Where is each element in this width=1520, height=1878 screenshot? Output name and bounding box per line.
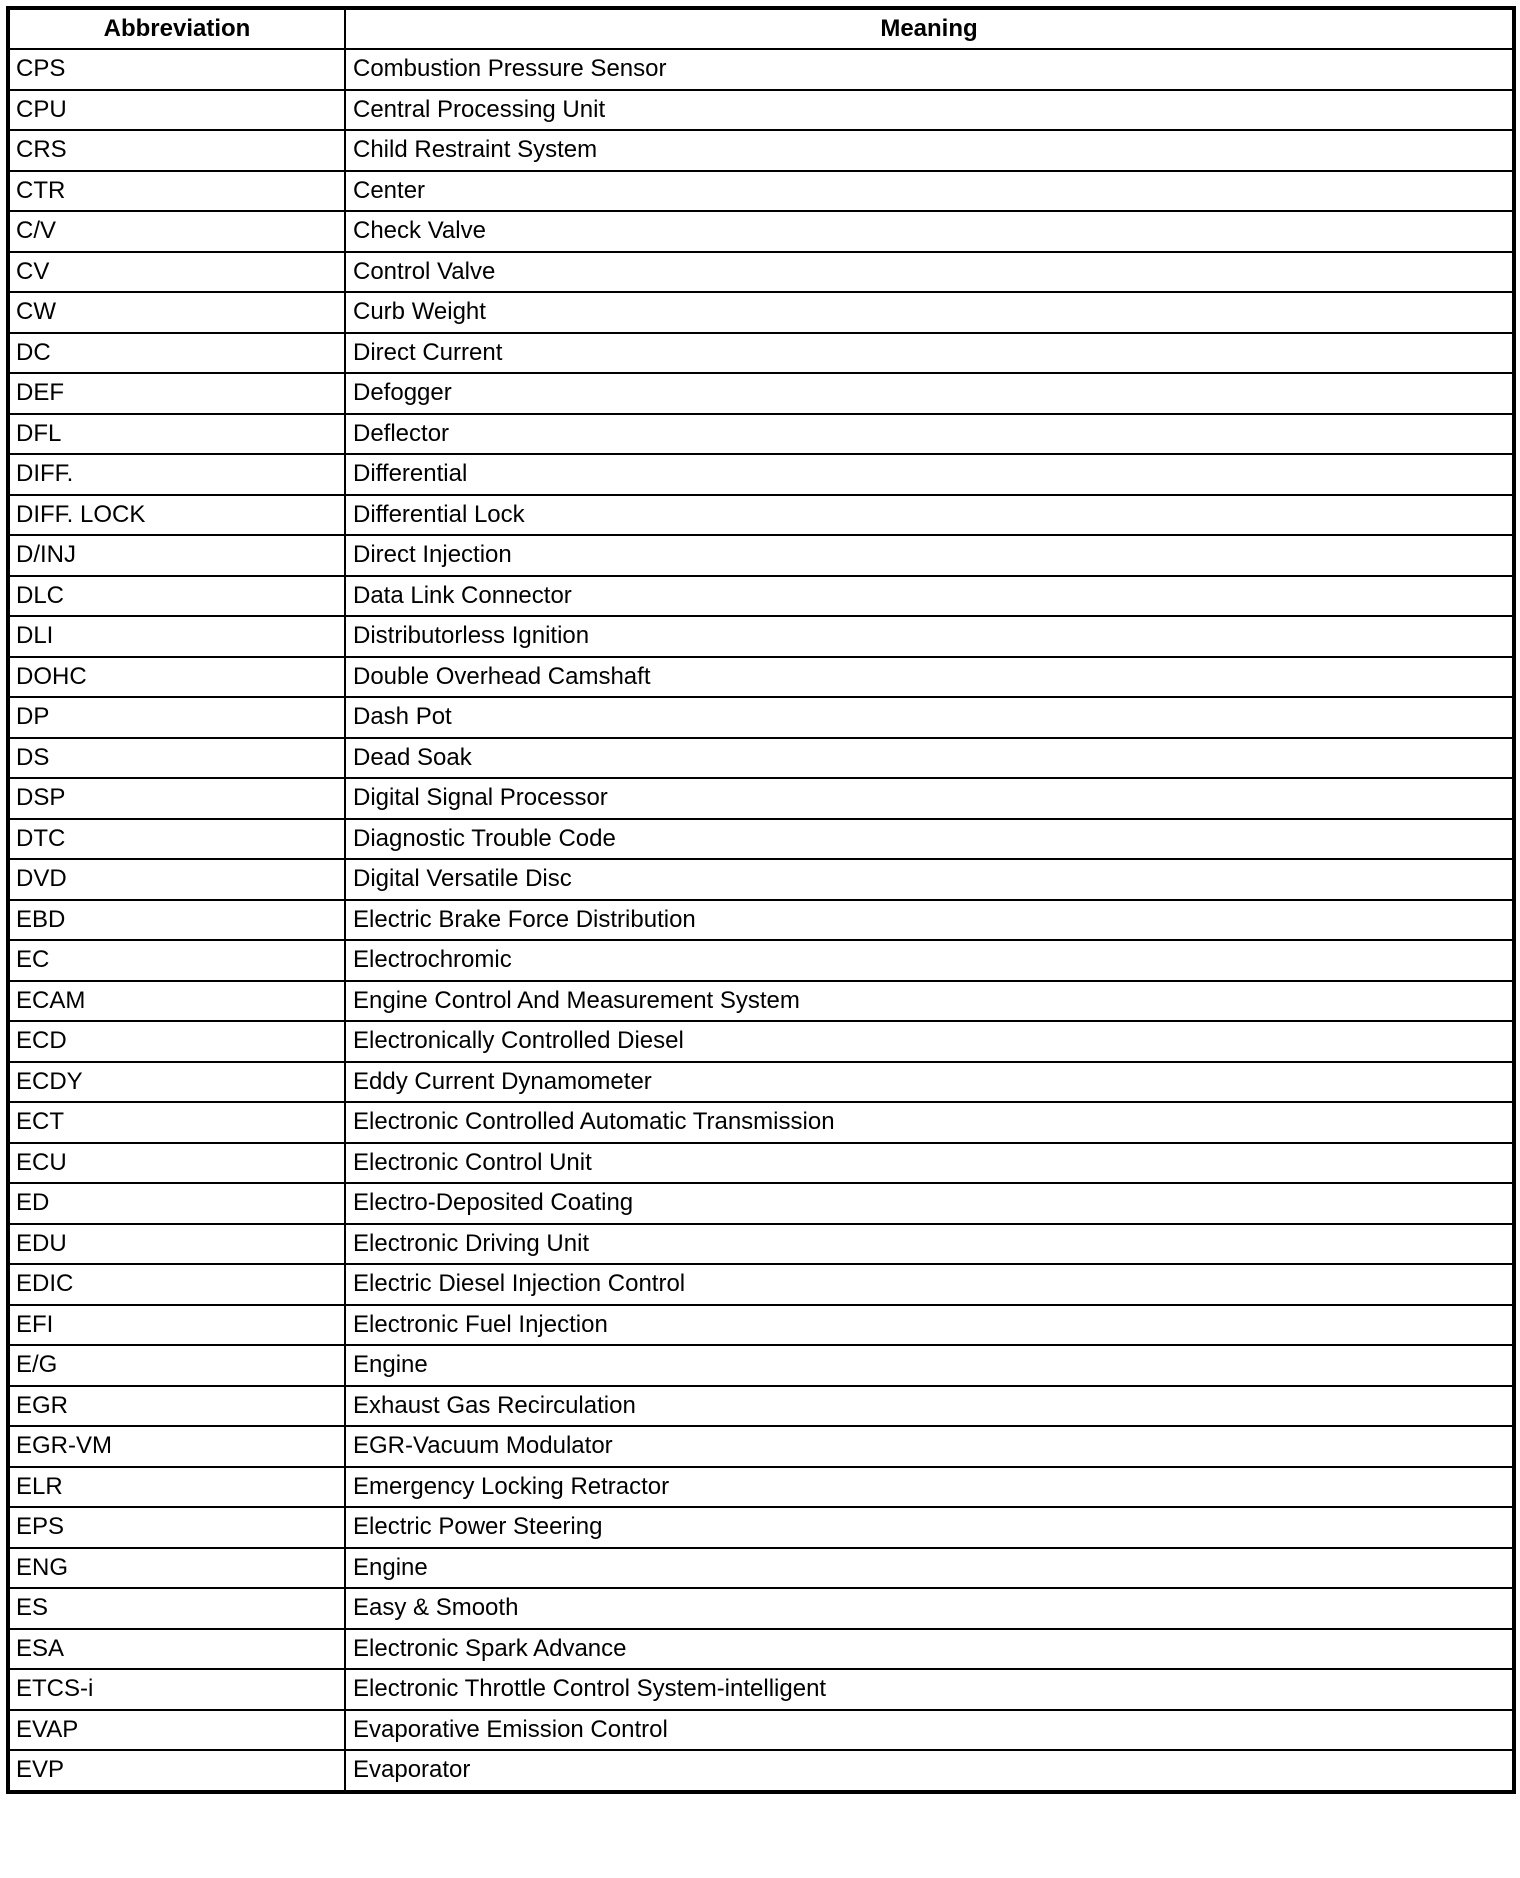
table-row: [8, 1386, 1514, 1427]
meaning-cell: Direct Current: [345, 333, 1514, 374]
table-row: [8, 1345, 1514, 1386]
table-row: [8, 454, 1514, 495]
meaning-cell: Eddy Current Dynamometer: [345, 1062, 1514, 1103]
table-row: [8, 495, 1514, 536]
meaning-cell: Electric Power Steering: [345, 1507, 1514, 1548]
table-row: [8, 535, 1514, 576]
meaning-cell: Electric Brake Force Distribution: [345, 900, 1514, 941]
meaning-cell: Evaporative Emission Control: [345, 1710, 1514, 1751]
abbreviation-cell: ETCS-i: [8, 1669, 345, 1710]
abbreviation-cell: DIFF.: [8, 454, 345, 495]
table-row: [8, 252, 1514, 293]
table-row: [8, 576, 1514, 617]
table-row: [8, 981, 1514, 1022]
abbreviation-cell: DTC: [8, 819, 345, 860]
meaning-cell: Electric Diesel Injection Control: [345, 1264, 1514, 1305]
table-row: [8, 738, 1514, 779]
abbreviation-cell: EGR-VM: [8, 1426, 345, 1467]
abbreviation-cell: DC: [8, 333, 345, 374]
meaning-cell: Electronically Controlled Diesel: [345, 1021, 1514, 1062]
abbreviation-cell: DVD: [8, 859, 345, 900]
abbreviation-cell: C/V: [8, 211, 345, 252]
abbreviation-cell: ECDY: [8, 1062, 345, 1103]
abbreviation-cell: DLI: [8, 616, 345, 657]
table-row: [8, 1548, 1514, 1589]
meaning-cell: Engine Control And Measurement System: [345, 981, 1514, 1022]
abbreviation-cell: EDU: [8, 1224, 345, 1265]
table-row: [8, 373, 1514, 414]
abbreviation-cell: D/INJ: [8, 535, 345, 576]
meaning-cell: Dash Pot: [345, 697, 1514, 738]
abbreviation-cell: ECU: [8, 1143, 345, 1184]
table-row: [8, 1224, 1514, 1265]
table-row: [8, 697, 1514, 738]
meaning-cell: Engine: [345, 1548, 1514, 1589]
meaning-cell: Evaporator: [345, 1750, 1514, 1792]
meaning-cell: Diagnostic Trouble Code: [345, 819, 1514, 860]
abbreviation-cell: CV: [8, 252, 345, 293]
meaning-cell: Electronic Spark Advance: [345, 1629, 1514, 1670]
meaning-cell: Differential Lock: [345, 495, 1514, 536]
meaning-cell: Differential: [345, 454, 1514, 495]
meaning-cell: Child Restraint System: [345, 130, 1514, 171]
table-row: [8, 1629, 1514, 1670]
meaning-cell: Emergency Locking Retractor: [345, 1467, 1514, 1508]
table-row: [8, 1426, 1514, 1467]
meaning-cell: Electrochromic: [345, 940, 1514, 981]
table-row: [8, 940, 1514, 981]
column-header-abbreviation: Abbreviation: [8, 8, 345, 49]
meaning-cell: Deflector: [345, 414, 1514, 455]
table-row: [8, 1062, 1514, 1103]
abbreviation-cell: DLC: [8, 576, 345, 617]
abbreviation-cell: EFI: [8, 1305, 345, 1346]
table-row: [8, 1143, 1514, 1184]
meaning-cell: Electronic Driving Unit: [345, 1224, 1514, 1265]
meaning-cell: Control Valve: [345, 252, 1514, 293]
abbreviation-cell: DOHC: [8, 657, 345, 698]
abbreviation-cell: ED: [8, 1183, 345, 1224]
table-body: [8, 49, 1514, 1792]
table-row: [8, 900, 1514, 941]
abbreviation-table: [6, 6, 1516, 1794]
abbreviation-cell: CTR: [8, 171, 345, 212]
abbreviation-cell: ECD: [8, 1021, 345, 1062]
abbreviation-cell: EVP: [8, 1750, 345, 1792]
table-row: [8, 292, 1514, 333]
meaning-cell: Direct Injection: [345, 535, 1514, 576]
meaning-cell: Digital Signal Processor: [345, 778, 1514, 819]
abbreviation-cell: CPS: [8, 49, 345, 90]
table-row: [8, 1183, 1514, 1224]
table-row: [8, 211, 1514, 252]
meaning-cell: Dead Soak: [345, 738, 1514, 779]
meaning-cell: Combustion Pressure Sensor: [345, 49, 1514, 90]
abbreviation-cell: DEF: [8, 373, 345, 414]
table-row: [8, 1305, 1514, 1346]
meaning-cell: Distributorless Ignition: [345, 616, 1514, 657]
abbreviation-cell: DSP: [8, 778, 345, 819]
meaning-cell: Electronic Throttle Control System-intelligent: [345, 1669, 1514, 1710]
table-row: [8, 1669, 1514, 1710]
abbreviation-cell: EBD: [8, 900, 345, 941]
meaning-cell: Digital Versatile Disc: [345, 859, 1514, 900]
table-row: [8, 90, 1514, 131]
abbreviation-cell: EDIC: [8, 1264, 345, 1305]
meaning-cell: Easy & Smooth: [345, 1588, 1514, 1629]
meaning-cell: Central Processing Unit: [345, 90, 1514, 131]
meaning-cell: Data Link Connector: [345, 576, 1514, 617]
abbreviation-cell: E/G: [8, 1345, 345, 1386]
table-header-row: [8, 8, 1514, 49]
table-row: [8, 778, 1514, 819]
meaning-cell: Double Overhead Camshaft: [345, 657, 1514, 698]
table-row: [8, 130, 1514, 171]
table-row: [8, 1021, 1514, 1062]
abbreviation-cell: CW: [8, 292, 345, 333]
column-header-meaning: Meaning: [345, 8, 1514, 49]
table-row: [8, 819, 1514, 860]
meaning-cell: Electro-Deposited Coating: [345, 1183, 1514, 1224]
table-row: [8, 414, 1514, 455]
meaning-cell: Exhaust Gas Recirculation: [345, 1386, 1514, 1427]
abbreviation-cell: DS: [8, 738, 345, 779]
abbreviation-cell: ELR: [8, 1467, 345, 1508]
meaning-cell: Check Valve: [345, 211, 1514, 252]
meaning-cell: EGR-Vacuum Modulator: [345, 1426, 1514, 1467]
meaning-cell: Electronic Controlled Automatic Transmission: [345, 1102, 1514, 1143]
abbreviation-cell: CRS: [8, 130, 345, 171]
table-row: [8, 1588, 1514, 1629]
abbreviation-cell: DP: [8, 697, 345, 738]
abbreviation-cell: ESA: [8, 1629, 345, 1670]
table-row: [8, 49, 1514, 90]
abbreviation-cell: EC: [8, 940, 345, 981]
meaning-cell: Electronic Control Unit: [345, 1143, 1514, 1184]
abbreviation-cell: CPU: [8, 90, 345, 131]
abbreviation-cell: EGR: [8, 1386, 345, 1427]
abbreviation-cell: ENG: [8, 1548, 345, 1589]
table-row: [8, 1710, 1514, 1751]
table-row: [8, 1750, 1514, 1792]
meaning-cell: Defogger: [345, 373, 1514, 414]
table-row: [8, 859, 1514, 900]
abbreviation-cell: ECAM: [8, 981, 345, 1022]
meaning-cell: Center: [345, 171, 1514, 212]
table-row: [8, 1467, 1514, 1508]
abbreviation-cell: ECT: [8, 1102, 345, 1143]
meaning-cell: Curb Weight: [345, 292, 1514, 333]
table-row: [8, 616, 1514, 657]
table-row: [8, 333, 1514, 374]
table-row: [8, 1102, 1514, 1143]
abbreviation-cell: DFL: [8, 414, 345, 455]
table-row: [8, 657, 1514, 698]
meaning-cell: Engine: [345, 1345, 1514, 1386]
table-row: [8, 1264, 1514, 1305]
meaning-cell: Electronic Fuel Injection: [345, 1305, 1514, 1346]
abbreviation-cell: EPS: [8, 1507, 345, 1548]
table-row: [8, 171, 1514, 212]
abbreviation-cell: EVAP: [8, 1710, 345, 1751]
abbreviation-cell: ES: [8, 1588, 345, 1629]
table-row: [8, 1507, 1514, 1548]
abbreviation-cell: DIFF. LOCK: [8, 495, 345, 536]
